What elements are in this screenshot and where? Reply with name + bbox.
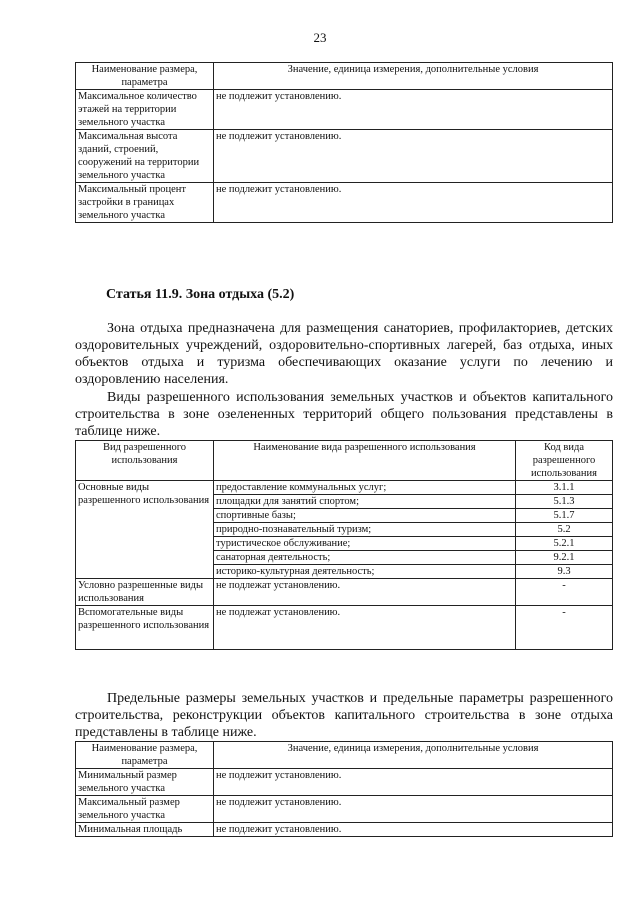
header-cell: Вид разрешенного использования xyxy=(76,441,214,481)
limits-intro-paragraph: Предельные размеры земельных участков и предельные параметры разрешенного строительства, реконструкции объектов капитального строительства в зоне отдыха представлены в таблице ниже. xyxy=(75,691,613,740)
table-row xyxy=(76,606,613,650)
table-header-row xyxy=(76,742,613,769)
conditional-usage-group: Условно разрешенные виды использования xyxy=(76,579,214,606)
usage-name: природно-познавательный туризм; xyxy=(214,523,516,537)
parameters-table-bottom xyxy=(75,741,613,837)
parameters-table-top xyxy=(75,62,613,223)
article-heading: Статья 11.9. Зона отдыха (5.2) xyxy=(106,287,295,302)
table-row xyxy=(76,796,613,823)
usage-code: 5.2.1 xyxy=(516,537,613,551)
param-name: Максимальное количество этажей на территории земельного участка xyxy=(76,90,214,130)
usage-code: - xyxy=(516,579,613,606)
auxiliary-usage-group: Вспомогательные виды разрешенного использования xyxy=(76,606,214,650)
usage-intro-paragraph: Виды разрешенного использования земельных участков и объектов капитального строительства в зоне озелененных территорий общего пользования представлены в таблице ниже. xyxy=(75,390,613,439)
table-header-row xyxy=(76,441,613,481)
usage-name: не подлежат установлению. xyxy=(214,579,516,606)
usage-name: площадки для занятий спортом; xyxy=(214,495,516,509)
zone-description-paragraph: Зона отдыха предназначена для размещения санаториев, профилакториев, детских оздоровительных учреждений, оздоровительно-спортивных лагерей, баз отдыха, иных объектов отдыха и туризма обеспечивающих оказание услуги по лечению и оздоровлению населения. xyxy=(75,321,613,387)
page-number: 23 xyxy=(313,30,327,45)
param-name: Минимальная площадь xyxy=(76,823,214,837)
usage-name: спортивные базы; xyxy=(214,509,516,523)
param-value: не подлежит установлению. xyxy=(214,769,613,796)
param-name: Максимальный процент застройки в границах земельного участка xyxy=(76,183,214,223)
header-cell: Наименование размера, параметра xyxy=(76,742,214,769)
param-value: не подлежит установлению. xyxy=(214,130,613,183)
param-value: не подлежит установлению. xyxy=(214,90,613,130)
param-value: не подлежит установлению. xyxy=(214,823,613,837)
usage-code: 5.1.7 xyxy=(516,509,613,523)
table-row xyxy=(76,769,613,796)
header-cell: Код вида разрешенного использования xyxy=(516,441,613,481)
usage-name: предоставление коммунальных услуг; xyxy=(214,481,516,495)
usage-code: 3.1.1 xyxy=(516,481,613,495)
header-cell: Наименование вида разрешенного использования xyxy=(214,441,516,481)
usage-code: 9.2.1 xyxy=(516,551,613,565)
usage-code: - xyxy=(516,606,613,650)
usage-code: 5.1.3 xyxy=(516,495,613,509)
param-name: Максимальный размер земельного участка xyxy=(76,796,214,823)
header-cell: Значение, единица измерения, дополнительные условия xyxy=(214,742,613,769)
usage-code: 9.3 xyxy=(516,565,613,579)
usage-name: историко-культурная деятельность; xyxy=(214,565,516,579)
table-row xyxy=(76,90,613,130)
table-row xyxy=(76,823,613,837)
table-row xyxy=(76,579,613,606)
table-row xyxy=(76,183,613,223)
usage-types-table xyxy=(75,440,613,650)
main-usage-group: Основные виды разрешенного использования xyxy=(76,481,214,579)
param-name: Минимальный размер земельного участка xyxy=(76,769,214,796)
param-value: не подлежит установлению. xyxy=(214,796,613,823)
usage-name: не подлежат установлению. xyxy=(214,606,516,650)
table-row xyxy=(76,130,613,183)
param-name: Максимальная высота зданий, строений, сооружений на территории земельного участка xyxy=(76,130,214,183)
table-row xyxy=(76,481,613,495)
usage-code: 5.2 xyxy=(516,523,613,537)
header-cell: Наименование размера, параметра xyxy=(76,63,214,90)
param-value: не подлежит установлению. xyxy=(214,183,613,223)
usage-name: санаторная деятельность; xyxy=(214,551,516,565)
usage-name: туристическое обслуживание; xyxy=(214,537,516,551)
header-cell: Значение, единица измерения, дополнительные условия xyxy=(214,63,613,90)
table-header-row xyxy=(76,63,613,90)
